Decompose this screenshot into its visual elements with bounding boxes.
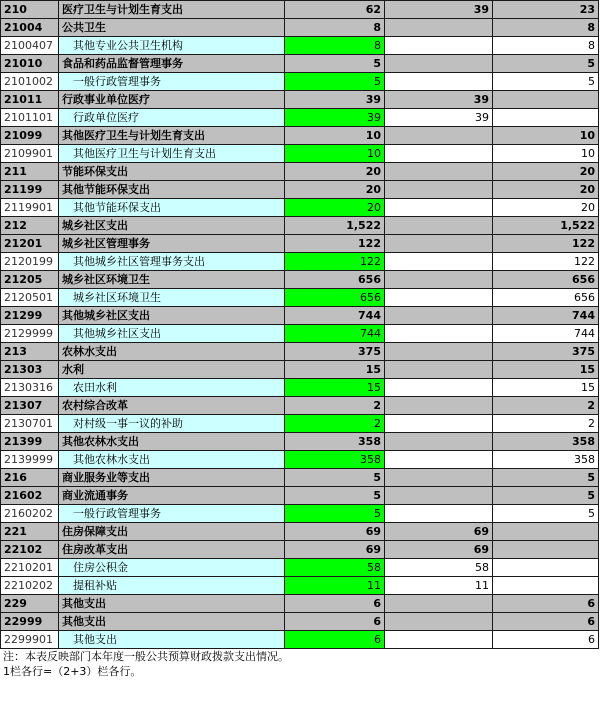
item-row — [1, 505, 599, 523]
account-name-cell: 其他城乡社区支出 — [59, 325, 285, 343]
basic-expenditure-cell — [385, 415, 493, 433]
total-amount-cell: 6 — [285, 595, 385, 613]
basic-expenditure-cell: 69 — [385, 523, 493, 541]
project-expenditure-cell: 20 — [493, 199, 599, 217]
basic-expenditure-cell — [385, 451, 493, 469]
category-row — [1, 469, 599, 487]
account-code-cell: 216 — [1, 469, 59, 487]
account-name-cell: 农田水利 — [59, 379, 285, 397]
basic-expenditure-cell — [385, 289, 493, 307]
category-row — [1, 343, 599, 361]
category-row — [1, 55, 599, 73]
account-code-cell: 229 — [1, 595, 59, 613]
project-expenditure-cell: 656 — [493, 289, 599, 307]
category-row — [1, 541, 599, 559]
project-expenditure-cell: 10 — [493, 145, 599, 163]
account-name-cell: 对村级一事一议的补助 — [59, 415, 285, 433]
item-row — [1, 379, 599, 397]
account-code-cell: 21201 — [1, 235, 59, 253]
category-row — [1, 181, 599, 199]
basic-expenditure-cell — [385, 433, 493, 451]
total-amount-cell: 122 — [285, 253, 385, 271]
basic-expenditure-cell — [385, 361, 493, 379]
project-expenditure-cell: 23 — [493, 1, 599, 19]
basic-expenditure-cell — [385, 397, 493, 415]
account-code-cell: 2139999 — [1, 451, 59, 469]
basic-expenditure-cell: 11 — [385, 577, 493, 595]
account-code-cell: 22102 — [1, 541, 59, 559]
basic-expenditure-cell — [385, 181, 493, 199]
account-code-cell: 2160202 — [1, 505, 59, 523]
account-name-cell: 其他医疗卫生与计划生育支出 — [59, 127, 285, 145]
category-row — [1, 595, 599, 613]
account-name-cell: 其他节能环保支出 — [59, 181, 285, 199]
project-expenditure-cell: 358 — [493, 451, 599, 469]
basic-expenditure-cell: 39 — [385, 1, 493, 19]
account-code-cell: 2210202 — [1, 577, 59, 595]
total-amount-cell: 6 — [285, 631, 385, 649]
account-code-cell: 213 — [1, 343, 59, 361]
item-row — [1, 451, 599, 469]
basic-expenditure-cell — [385, 253, 493, 271]
total-amount-cell: 15 — [285, 379, 385, 397]
total-amount-cell: 20 — [285, 199, 385, 217]
basic-expenditure-cell — [385, 145, 493, 163]
item-row — [1, 109, 599, 127]
total-amount-cell: 8 — [285, 37, 385, 55]
project-expenditure-cell — [493, 541, 599, 559]
account-code-cell: 21299 — [1, 307, 59, 325]
account-code-cell: 2101002 — [1, 73, 59, 91]
account-name-cell: 其他医疗卫生与计划生育支出 — [59, 145, 285, 163]
total-amount-cell: 656 — [285, 289, 385, 307]
account-name-cell: 食品和药品监督管理事务 — [59, 55, 285, 73]
basic-expenditure-cell — [385, 343, 493, 361]
total-amount-cell: 122 — [285, 235, 385, 253]
category-row — [1, 91, 599, 109]
category-row — [1, 271, 599, 289]
project-expenditure-cell: 6 — [493, 595, 599, 613]
account-name-cell: 行政事业单位医疗 — [59, 91, 285, 109]
table-note-formula: 1栏各行=（2+3）栏各行。 — [3, 665, 142, 678]
account-code-cell: 21399 — [1, 433, 59, 451]
account-name-cell: 其他节能环保支出 — [59, 199, 285, 217]
total-amount-cell: 5 — [285, 55, 385, 73]
total-amount-cell: 744 — [285, 325, 385, 343]
project-expenditure-cell: 6 — [493, 631, 599, 649]
basic-expenditure-cell — [385, 307, 493, 325]
item-row — [1, 325, 599, 343]
basic-expenditure-cell — [385, 163, 493, 181]
basic-expenditure-cell — [385, 127, 493, 145]
total-amount-cell: 11 — [285, 577, 385, 595]
basic-expenditure-cell: 58 — [385, 559, 493, 577]
total-amount-cell: 15 — [285, 361, 385, 379]
account-name-cell: 其他支出 — [59, 631, 285, 649]
project-expenditure-cell: 5 — [493, 55, 599, 73]
total-amount-cell: 62 — [285, 1, 385, 19]
item-row — [1, 145, 599, 163]
total-amount-cell: 39 — [285, 91, 385, 109]
account-name-cell: 住房保障支出 — [59, 523, 285, 541]
category-row — [1, 127, 599, 145]
project-expenditure-cell: 8 — [493, 19, 599, 37]
account-name-cell: 其他城乡社区管理事务支出 — [59, 253, 285, 271]
project-expenditure-cell: 6 — [493, 613, 599, 631]
project-expenditure-cell — [493, 577, 599, 595]
basic-expenditure-cell — [385, 487, 493, 505]
total-amount-cell: 5 — [285, 505, 385, 523]
category-row — [1, 217, 599, 235]
total-amount-cell: 10 — [285, 145, 385, 163]
basic-expenditure-cell — [385, 595, 493, 613]
account-name-cell: 行政单位医疗 — [59, 109, 285, 127]
basic-expenditure-cell — [385, 73, 493, 91]
basic-expenditure-cell: 39 — [385, 91, 493, 109]
account-name-cell: 农林水支出 — [59, 343, 285, 361]
category-row — [1, 613, 599, 631]
basic-expenditure-cell — [385, 55, 493, 73]
project-expenditure-cell — [493, 109, 599, 127]
category-row — [1, 523, 599, 541]
account-code-cell: 2100407 — [1, 37, 59, 55]
total-amount-cell: 69 — [285, 523, 385, 541]
account-name-cell: 其他农林水支出 — [59, 451, 285, 469]
item-row — [1, 559, 599, 577]
basic-expenditure-cell — [385, 217, 493, 235]
project-expenditure-cell: 375 — [493, 343, 599, 361]
project-expenditure-cell: 2 — [493, 415, 599, 433]
item-row — [1, 73, 599, 91]
item-row — [1, 289, 599, 307]
account-name-cell: 城乡社区支出 — [59, 217, 285, 235]
basic-expenditure-cell — [385, 613, 493, 631]
account-code-cell: 211 — [1, 163, 59, 181]
project-expenditure-cell: 20 — [493, 163, 599, 181]
account-name-cell: 水利 — [59, 361, 285, 379]
category-row — [1, 307, 599, 325]
account-code-cell: 2130701 — [1, 415, 59, 433]
total-amount-cell: 5 — [285, 487, 385, 505]
basic-expenditure-cell — [385, 199, 493, 217]
project-expenditure-cell: 10 — [493, 127, 599, 145]
project-expenditure-cell: 1,522 — [493, 217, 599, 235]
project-expenditure-cell: 2 — [493, 397, 599, 415]
account-name-cell: 商业流通事务 — [59, 487, 285, 505]
item-row — [1, 577, 599, 595]
project-expenditure-cell: 5 — [493, 73, 599, 91]
account-code-cell: 2120501 — [1, 289, 59, 307]
category-row — [1, 433, 599, 451]
account-code-cell: 21199 — [1, 181, 59, 199]
account-name-cell: 城乡社区管理事务 — [59, 235, 285, 253]
account-name-cell: 其他城乡社区支出 — [59, 307, 285, 325]
account-name-cell: 城乡社区环境卫生 — [59, 271, 285, 289]
account-code-cell: 21307 — [1, 397, 59, 415]
project-expenditure-cell: 8 — [493, 37, 599, 55]
account-name-cell: 一般行政管理事务 — [59, 73, 285, 91]
category-row — [1, 397, 599, 415]
account-name-cell: 其他专业公共卫生机构 — [59, 37, 285, 55]
account-name-cell: 医疗卫生与计划生育支出 — [59, 1, 285, 19]
account-name-cell: 一般行政管理事务 — [59, 505, 285, 523]
basic-expenditure-cell — [385, 379, 493, 397]
table-body — [1, 1, 599, 649]
account-name-cell: 其他农林水支出 — [59, 433, 285, 451]
total-amount-cell: 744 — [285, 307, 385, 325]
account-name-cell: 商业服务业等支出 — [59, 469, 285, 487]
total-amount-cell: 5 — [285, 73, 385, 91]
total-amount-cell: 2 — [285, 397, 385, 415]
total-amount-cell: 8 — [285, 19, 385, 37]
project-expenditure-cell: 5 — [493, 487, 599, 505]
category-row — [1, 235, 599, 253]
category-row — [1, 487, 599, 505]
basic-expenditure-cell — [385, 505, 493, 523]
basic-expenditure-cell — [385, 37, 493, 55]
project-expenditure-cell: 15 — [493, 379, 599, 397]
category-row — [1, 19, 599, 37]
account-code-cell: 2101101 — [1, 109, 59, 127]
project-expenditure-cell: 358 — [493, 433, 599, 451]
project-expenditure-cell: 122 — [493, 253, 599, 271]
account-code-cell: 2120199 — [1, 253, 59, 271]
item-row — [1, 199, 599, 217]
account-name-cell: 节能环保支出 — [59, 163, 285, 181]
account-name-cell: 住房改革支出 — [59, 541, 285, 559]
project-expenditure-cell: 744 — [493, 325, 599, 343]
basic-expenditure-cell — [385, 325, 493, 343]
category-row — [1, 1, 599, 19]
basic-expenditure-cell — [385, 19, 493, 37]
basic-expenditure-cell — [385, 469, 493, 487]
project-expenditure-cell: 122 — [493, 235, 599, 253]
total-amount-cell: 10 — [285, 127, 385, 145]
basic-expenditure-cell: 39 — [385, 109, 493, 127]
account-code-cell: 21602 — [1, 487, 59, 505]
category-row — [1, 361, 599, 379]
account-name-cell: 农村综合改革 — [59, 397, 285, 415]
account-code-cell: 2210201 — [1, 559, 59, 577]
project-expenditure-cell — [493, 559, 599, 577]
account-name-cell: 其他支出 — [59, 613, 285, 631]
account-code-cell: 2299901 — [1, 631, 59, 649]
project-expenditure-cell — [493, 91, 599, 109]
project-expenditure-cell — [493, 523, 599, 541]
total-amount-cell: 2 — [285, 415, 385, 433]
basic-expenditure-cell — [385, 271, 493, 289]
account-code-cell: 21011 — [1, 91, 59, 109]
project-expenditure-cell: 5 — [493, 469, 599, 487]
account-code-cell: 210 — [1, 1, 59, 19]
account-code-cell: 21010 — [1, 55, 59, 73]
account-code-cell: 21303 — [1, 361, 59, 379]
total-amount-cell: 58 — [285, 559, 385, 577]
category-row — [1, 163, 599, 181]
total-amount-cell: 39 — [285, 109, 385, 127]
item-row — [1, 415, 599, 433]
account-code-cell: 21004 — [1, 19, 59, 37]
account-name-cell: 其他支出 — [59, 595, 285, 613]
account-name-cell: 公共卫生 — [59, 19, 285, 37]
project-expenditure-cell: 744 — [493, 307, 599, 325]
item-row — [1, 631, 599, 649]
total-amount-cell: 1,522 — [285, 217, 385, 235]
total-amount-cell: 358 — [285, 433, 385, 451]
basic-expenditure-cell — [385, 235, 493, 253]
account-name-cell: 提租补贴 — [59, 577, 285, 595]
item-row — [1, 37, 599, 55]
table-note: 注：本表反映部门本年度一般公共预算财政拨款支出情况。 — [3, 650, 289, 663]
total-amount-cell: 6 — [285, 613, 385, 631]
account-code-cell: 221 — [1, 523, 59, 541]
account-code-cell: 2109901 — [1, 145, 59, 163]
total-amount-cell: 20 — [285, 181, 385, 199]
total-amount-cell: 656 — [285, 271, 385, 289]
account-code-cell: 21205 — [1, 271, 59, 289]
basic-expenditure-cell — [385, 631, 493, 649]
total-amount-cell: 20 — [285, 163, 385, 181]
project-expenditure-cell: 656 — [493, 271, 599, 289]
account-code-cell: 2130316 — [1, 379, 59, 397]
total-amount-cell: 69 — [285, 541, 385, 559]
basic-expenditure-cell: 69 — [385, 541, 493, 559]
account-name-cell: 城乡社区环境卫生 — [59, 289, 285, 307]
project-expenditure-cell: 5 — [493, 505, 599, 523]
account-code-cell: 21099 — [1, 127, 59, 145]
account-code-cell: 212 — [1, 217, 59, 235]
account-name-cell: 住房公积金 — [59, 559, 285, 577]
total-amount-cell: 358 — [285, 451, 385, 469]
project-expenditure-cell: 15 — [493, 361, 599, 379]
total-amount-cell: 5 — [285, 469, 385, 487]
total-amount-cell: 375 — [285, 343, 385, 361]
account-code-cell: 2119901 — [1, 199, 59, 217]
item-row — [1, 253, 599, 271]
account-code-cell: 2129999 — [1, 325, 59, 343]
account-code-cell: 22999 — [1, 613, 59, 631]
project-expenditure-cell: 20 — [493, 181, 599, 199]
